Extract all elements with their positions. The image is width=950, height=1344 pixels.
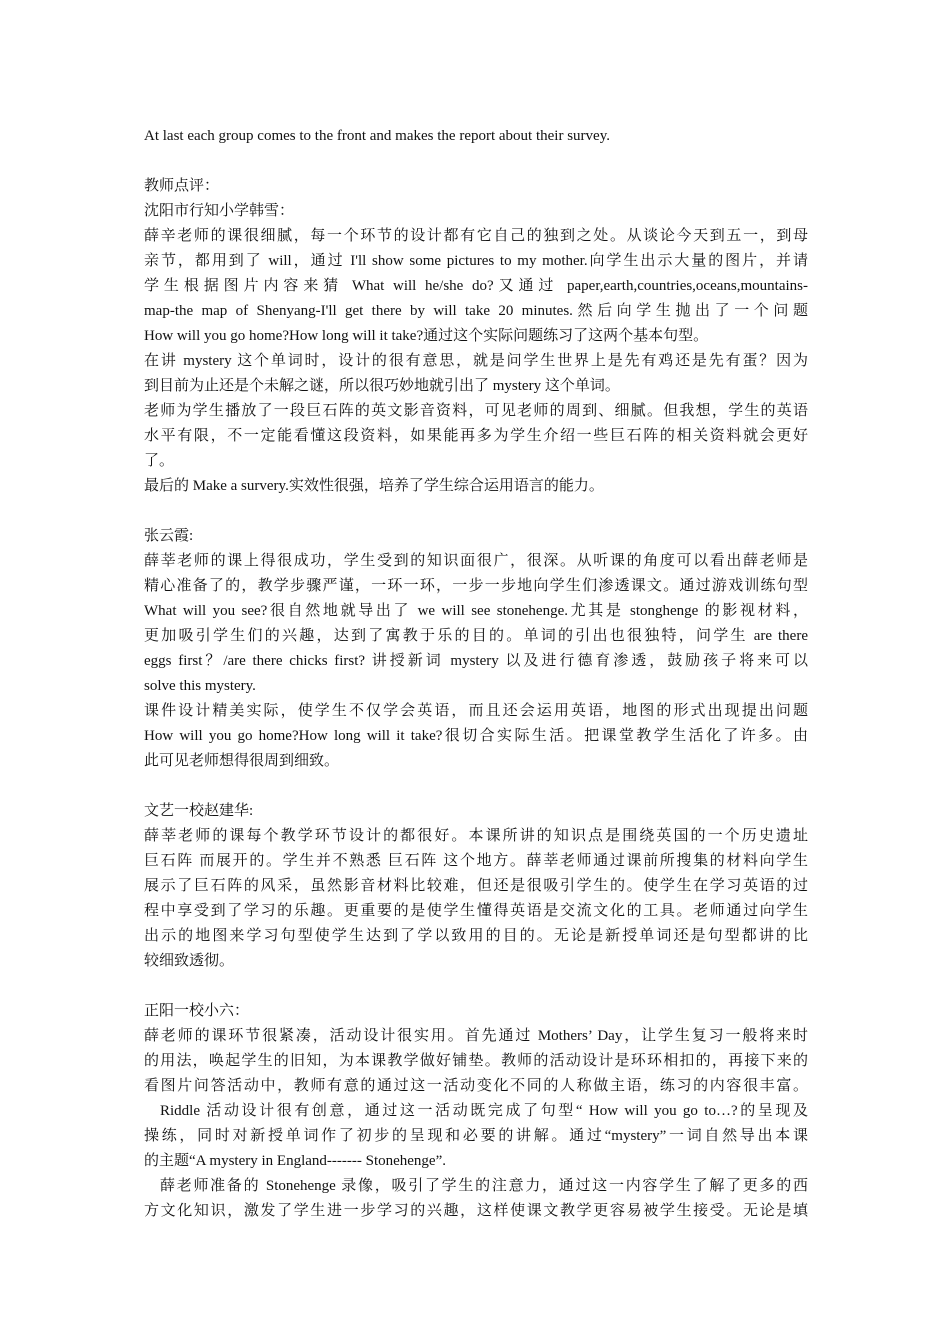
text-line: At last each group comes to the front and makes the report about their survey.	[144, 128, 610, 144]
text-line: 的用法，唤起学生的旧知，为本课教学做好铺垫。教师的活动设计是环环相扣的，再接下来的	[144, 1053, 808, 1069]
paragraph-gap	[144, 499, 808, 524]
text-line: 最后的 Make a survery.实效性很强，培养了学生综合运用语言的能力。	[144, 478, 604, 494]
text-line: 更加吸引学生们的兴趣，达到了寓教于乐的目的。单词的引出也很独特，问学生 are there	[144, 628, 808, 644]
text-line: 薛辛老师的课很细腻，每一个环节的设计都有它自己的独到之处。从谈论今天到五一，到母	[144, 228, 808, 244]
text-line: 较细致透彻。	[144, 953, 235, 969]
document-body	[144, 124, 808, 1224]
paragraph-gap	[144, 774, 808, 799]
paragraph-gap	[144, 149, 808, 174]
comment-section	[144, 524, 808, 774]
text-line: solve this mystery.	[144, 678, 256, 694]
text-line: 看图片问答活动中，教师有意的通过这一活动变化不同的人称做主语，练习的内容很丰富。	[144, 1078, 808, 1094]
paragraph-gap	[144, 974, 808, 999]
text-line: 学生根据图片内容来猜 What will he/she do?又通过 paper,earth,countries,oceans,mountains-	[144, 278, 808, 294]
text-line: 程中享受到了学习的乐趣。更重要的是使学生懂得英语是交流文化的工具。老师通过向学生	[144, 903, 808, 919]
comment-section	[144, 124, 808, 149]
comment-section	[144, 999, 808, 1224]
text-line: 亲节，都用到了 will，通过 I'll show some pictures to my mother.向学生出示大量的图片，并请	[144, 253, 808, 269]
text-line: 薛老师的课环节很紧凑，活动设计很实用。首先通过 Mothers’ Day，让学生复习一般将来时	[144, 1028, 808, 1044]
text-line: eggs first？/are there chicks first? 讲授新词 mystery 以及进行德育渗透，鼓励孩子将来可以	[144, 653, 808, 669]
text-line: map-the map of Shenyang-I'll get there by will take 20 minutes.然后向学生抛出了一个问题	[144, 303, 808, 319]
text-line: 张云霞:	[144, 528, 194, 544]
text-line: 精心准备了的，教学步骤严谨，一环一环，一步一步地向学生们渗透课文。通过游戏训练句型	[144, 578, 808, 594]
text-line: 了。	[144, 453, 175, 469]
text-line: 正阳一校小六：	[144, 1003, 250, 1019]
text-line: 文艺一校赵建华:	[144, 803, 254, 819]
text-line: What will you see?很自然地就导出了 we will see stonehenge.尤其是 stonghenge 的影视材料，	[144, 603, 808, 619]
text-line: 薛莘老师的课上得很成功，学生受到的知识面很广，很深。从听课的角度可以看出薛老师是	[144, 553, 808, 569]
text-line: 出示的地图来学习句型使学生达到了学以致用的目的。无论是新授单词还是句型都讲的比	[144, 928, 808, 944]
text-line: 方文化知识，激发了学生进一步学习的兴趣，这样使课文教学更容易被学生接受。无论是填	[144, 1203, 808, 1219]
text-line: 水平有限，不一定能看懂这段资料，如果能再多为学生介绍一些巨石阵的相关资料就会更好	[144, 428, 808, 444]
text-line: 教师点评：	[144, 178, 220, 194]
text-line: 课件设计精美实际，使学生不仅学会英语，而且还会运用英语，地图的形式出现提出问题	[144, 703, 808, 719]
text-line: 到目前为止还是个未解之谜，所以很巧妙地就引出了 mystery 这个单词。	[144, 378, 620, 394]
text-line: How will you go home?How long will it take?通过这个实际问题练习了这两个基本句型。	[144, 328, 709, 344]
text-line: 展示了巨石阵的风采，虽然影音材料比较难，但还是很吸引学生的。使学生在学习英语的过	[144, 878, 808, 894]
text-line: 沈阳市行知小学韩雪：	[144, 203, 295, 219]
text-line: Riddle 活动设计很有创意，通过这一活动既完成了句型“ How will you go to…?的呈现及	[160, 1103, 808, 1119]
text-line: How will you go home?How long will it take?很切合实际生活。把课堂教学生活化了许多。由	[144, 728, 808, 744]
text-line: 的主题“A mystery in England------- Stonehenge”.	[144, 1153, 446, 1169]
comment-section	[144, 174, 808, 499]
text-line: 此可见老师想得很周到细致。	[144, 753, 340, 769]
text-line: 操练，同时对新授单词作了初步的呈现和必要的讲解。通过“mystery”一词自然导出本课	[144, 1128, 808, 1144]
text-line: 老师为学生播放了一段巨石阵的英文影音资料，可见老师的周到、细腻。但我想，学生的英语	[144, 403, 808, 419]
text-line: 薛莘老师的课每个教学环节设计的都很好。本课所讲的知识点是围绕英国的一个历史遗址	[144, 828, 808, 844]
text-line: 在讲 mystery 这个单词时，设计的很有意思，就是问学生世界上是先有鸡还是先有蛋？因为	[144, 353, 808, 369]
text-line: 薛老师准备的 Stonehenge 录像，吸引了学生的注意力，通过这一内容学生了解了更多的西	[160, 1178, 808, 1194]
comment-section	[144, 799, 808, 974]
text-line: 巨石阵 而展开的。学生并不熟悉 巨石阵 这个地方。薛莘老师通过课前所搜集的材料向学生	[144, 853, 808, 869]
